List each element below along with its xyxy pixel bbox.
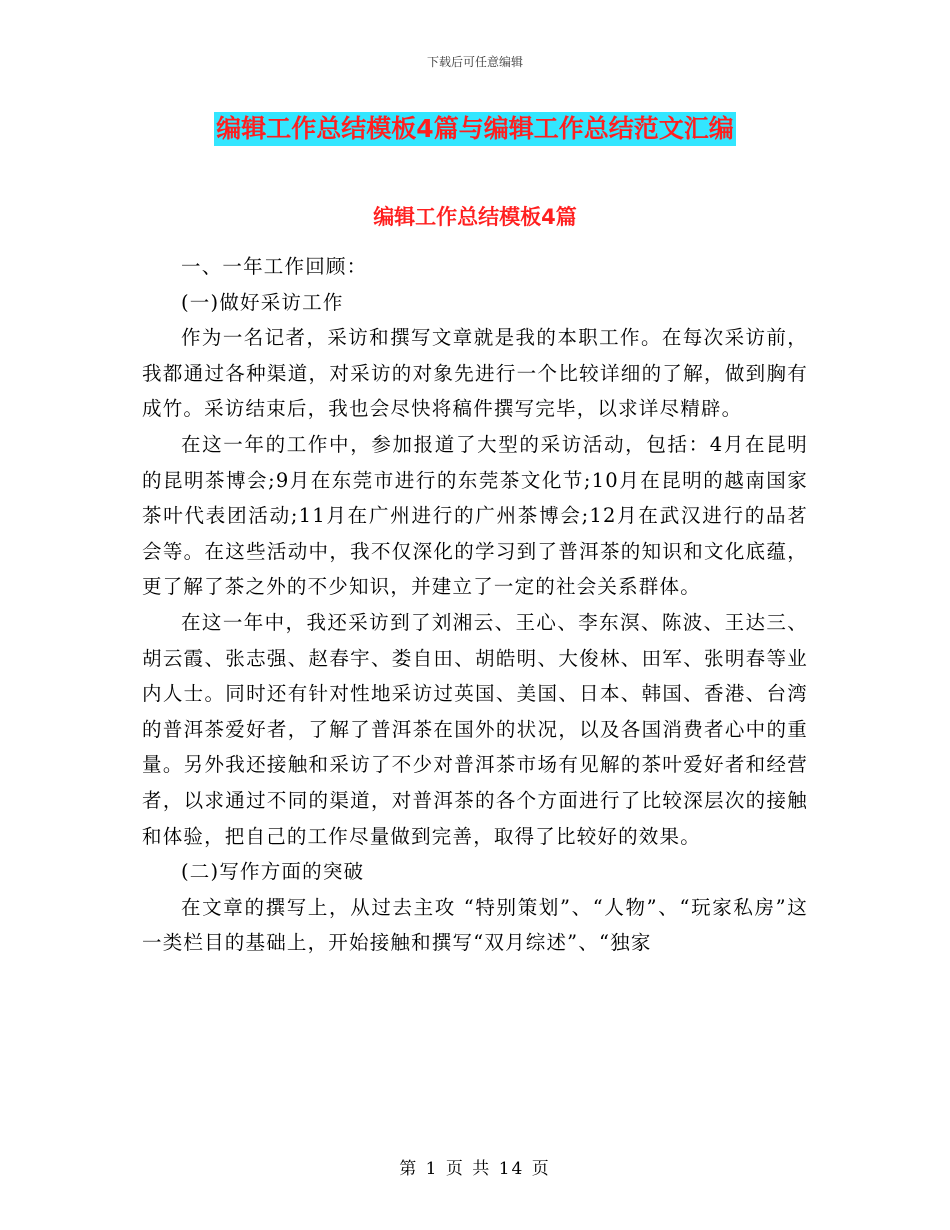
paragraph: (一)做好采访工作 xyxy=(181,290,344,314)
page-footer: 第 1 页 共 14 页 xyxy=(399,1159,551,1179)
sub-title: 编辑工作总结模板4篇 xyxy=(373,205,577,229)
paragraph: 在文章的撰写上，从过去主攻 “特别策划”、“人物”、“玩家私房”这一类栏目的基础上，开始接触和撰写“双月综述”、“独家 xyxy=(142,895,808,955)
paragraph: 一、一年工作回顾： xyxy=(181,255,368,278)
header-note: 下载后可任意编辑 xyxy=(426,55,523,69)
body-text xyxy=(142,249,808,961)
paragraph: (二)写作方面的突破 xyxy=(181,860,365,884)
paragraph: 作为一名记者，采访和撰写文章就是我的本职工作。在每次采访前，我都通过各种渠道，对采访的对象先进行一个比较详细的了解，做到胸有成竹。采访结束后，我也会尽快将稿件撰写完毕，以求详尽精辟。 xyxy=(142,326,808,421)
main-title-text: 编辑工作总结模板4篇与编辑工作总结范文汇编 xyxy=(214,112,735,146)
paragraph: 在这一年中，我还采访到了刘湘云、王心、李东溟、陈波、王达三、胡云霞、张志强、赵春宇、娄自田、胡皓明、大俊林、田军、张明春等业内人士。同时还有针对性地采访过英国、美国、日本、韩国、香港、台湾的普洱茶爱好者，了解了普洱茶在国外的状况，以及各国消费者心中的重量。另外我还接触和采访了不少对普洱茶市场有见解的茶叶爱好者和经营者，以求通过不同的渠道，对普洱茶的各个方面进行了比较深层次的接触和体验，把自己的工作尽量做到完善，取得了比较好的效果。 xyxy=(142,610,808,848)
paragraph: 在这一年的工作中，参加报道了大型的采访活动，包括：4月在昆明的昆明茶博会;9月在东莞市进行的东莞茶文化节;10月在昆明的越南国家茶叶代表团活动;11月在广州进行的广州茶博会;12月在武汉进行的品茗会等。在这些活动中，我不仅深化的学习到了普洱茶的知识和文化底蕴，更了解了茶之外的不少知识，并建立了一定的社会关系群体。 xyxy=(142,432,808,599)
main-title xyxy=(0,112,950,146)
